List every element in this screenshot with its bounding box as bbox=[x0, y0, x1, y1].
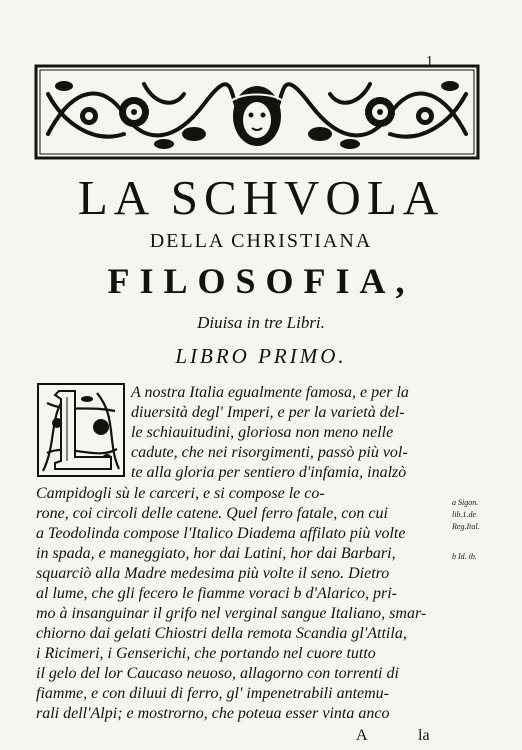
text-line: le schiauitudini, gloriosa non meno nelle bbox=[131, 424, 394, 441]
text-line: te alla gloria per sentiero d'infamia, inalzò bbox=[131, 464, 407, 481]
signature-mark: A bbox=[356, 727, 368, 744]
catchword: la bbox=[418, 727, 430, 744]
text-line: al lume, che gli fecero le fiamme voraci b d'Alarico, pri- bbox=[36, 585, 397, 602]
text-line: in spada, e maneggiato, hor dai Latini, hor dai Barbari, bbox=[36, 545, 396, 562]
text-line: mo à insanguinar il grifo nel verginal sangue Italiano, smar- bbox=[36, 605, 427, 622]
text-line: a Teodolinda compose l'Italico Diadema affilato più volte bbox=[36, 525, 406, 542]
book-subtitle-divisa: Diuisa in tre Libri. bbox=[197, 313, 325, 332]
text-line: Campidogli sù le carceri, e si compose le co- bbox=[36, 485, 325, 502]
marginal-note: a Sigon. bbox=[452, 498, 479, 507]
book-part-heading: LIBRO PRIMO. bbox=[175, 344, 347, 368]
text-line: i Ricimeri, i Genserichi, che portando nel cuore tutto bbox=[36, 645, 376, 662]
floral-headpiece-icon bbox=[34, 64, 480, 160]
marginal-note: lib.1.de bbox=[452, 510, 476, 519]
text-line: chiorno dai gelati Chiostri della remota Scandia gl'Attila, bbox=[36, 625, 407, 642]
text-line: A nostra Italia egualmente famosa, e per la bbox=[131, 384, 409, 401]
book-title-main: LA SCHVOLA bbox=[77, 170, 445, 225]
marginal-note: b Id. ib. bbox=[452, 552, 477, 561]
decorated-initial-icon bbox=[37, 383, 125, 477]
text-line: rone, coi circoli delle catene. Quel ferro fatale, con cui bbox=[36, 505, 388, 522]
text-line: il gelo del lor Caucaso neuoso, allagorno con torrenti di bbox=[36, 665, 399, 682]
text-line: squarciò alla Madre medesima più volte il seno. Dietro bbox=[36, 565, 390, 582]
text-line: fiamme, e con diluui di ferro, gl' impenetrabili antemu- bbox=[36, 685, 389, 702]
page-number: 1 bbox=[426, 54, 433, 69]
text-line: rali dell'Alpi; e mostrorno, che poteua esser vinta anco bbox=[36, 705, 390, 722]
book-title-sub: DELLA CHRISTIANA bbox=[149, 230, 373, 252]
book-title-third: FILOSOFIA, bbox=[107, 261, 415, 301]
text-line: cadute, che nei risorgimenti, passò più vol- bbox=[131, 444, 408, 461]
marginal-note: Reg.Ital. bbox=[452, 522, 480, 531]
text-line: diuersità degl' Imperi, e per la varietà del- bbox=[131, 404, 405, 421]
